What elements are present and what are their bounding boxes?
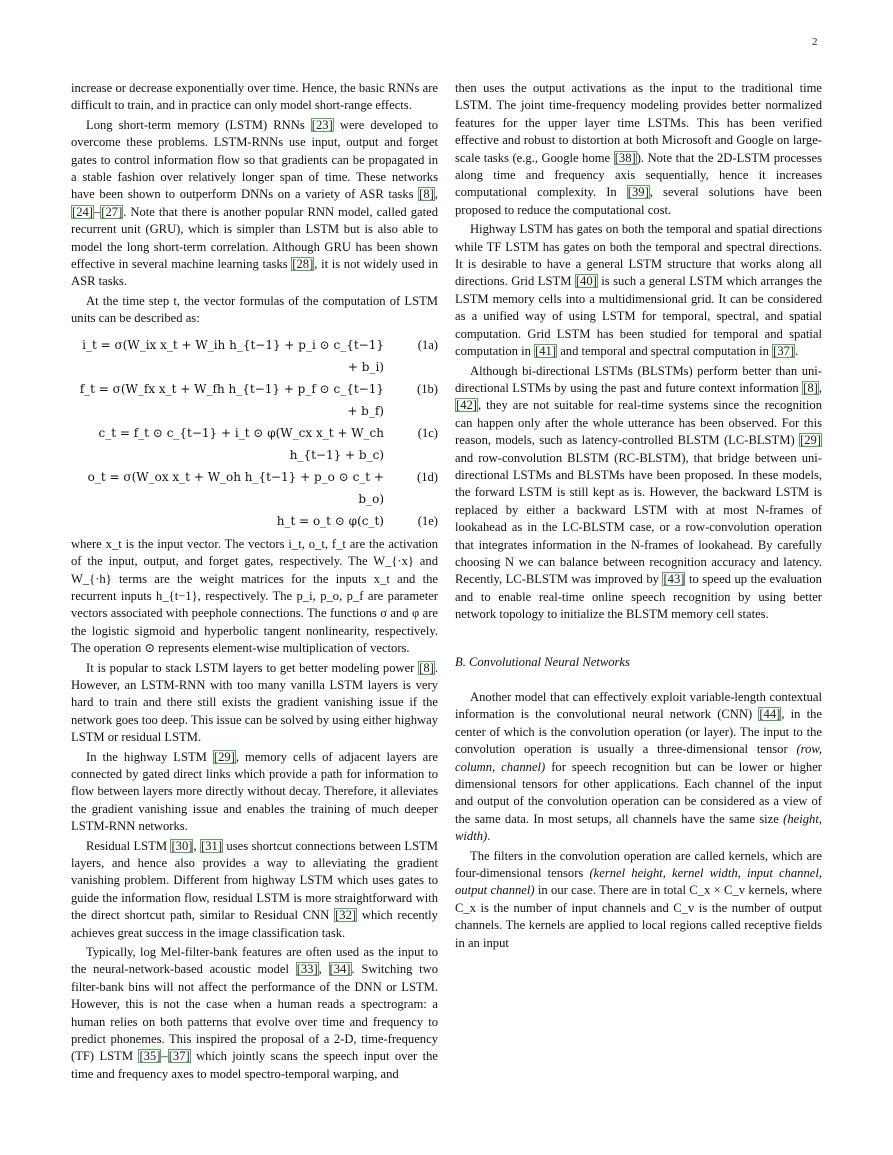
text: Residual LSTM	[86, 838, 171, 853]
paragraph	[455, 221, 822, 360]
paragraph	[455, 363, 822, 624]
citation-link[interactable]: [23]	[311, 117, 333, 132]
text: Although bi-directional LSTMs (BLSTMs) perform better than uni-directional LSTMs by using the past and future context information	[455, 363, 822, 395]
text: . Note that there is another popular RNN model, called gated recurrent unit (GRU), which is simpler than LSTM but is also able to model the long short-term correlation. Although GRU has been shown effective in several machine learning tasks	[71, 204, 438, 272]
equation-expression: c_t = f_t ⊙ c_{t−1} + i_t ⊙ φ(W_cx x_t + W_ch h_{t−1} + b_c)	[98, 425, 384, 462]
text: and row-convolution BLSTM (RC-BLSTM), that bridge between uni-directional LSTMs and BLSTMs have been proposed. In these models, the forward LSTM is still kept as is. However, the backward LSTM is replaced by either a backward LSTM with at most N-frames of lookahead as in the LC-BLSTM case, or a row-convolution operation that integrates information in the N-frames of lookahead. By carefully choosing N we can balance between recognition accuracy and latency. Recently, LC-BLSTM was improved by	[455, 450, 822, 587]
text: Typically, log Mel-filter-bank features are often used as the input to the neural-network-based acoustic model	[71, 945, 438, 977]
text: –	[93, 204, 101, 219]
text: , they are not suitable for real-time systems since the recognition can happen only after the whole utterance has been observed. For this reason, models, such as latency-controlled BLSTM (LC-BLSTM)	[455, 398, 822, 448]
equation	[71, 466, 438, 510]
text: In the highway LSTM	[86, 749, 213, 764]
citation-link[interactable]: [37]	[773, 344, 795, 359]
equation-number: (1e)	[417, 513, 438, 528]
citation-link[interactable]: [8]	[803, 380, 818, 395]
text: At the time step t, the vector formulas of the computation of LSTM units can be described as:	[71, 293, 438, 326]
paragraph	[455, 848, 822, 952]
text: , it is not widely used in ASR tasks.	[71, 257, 438, 289]
paragraph	[71, 293, 438, 328]
paragraph	[71, 117, 438, 291]
text: ,	[318, 962, 329, 977]
equation-block	[71, 334, 438, 532]
text: in our case. There are in total C_x × C_v kernels, where C_x is the number of input channels and C_v is the number of output channels. The kernels are applied to local regions called receptive fields in an input	[455, 883, 822, 950]
equation-expression: h_t = o_t ⊙ φ(c_t)	[276, 513, 384, 528]
equation-number: (1c)	[417, 425, 438, 440]
text: which jointly scans the speech input over the time and frequency axes to model spectro-temporal warping, and	[71, 1049, 438, 1081]
text: which recently achieves great success in the image classification task.	[71, 908, 438, 940]
citation-link[interactable]: [38]	[614, 150, 636, 165]
citation-link[interactable]: [29]	[800, 433, 821, 448]
text: . Switching two filter-bank bins will not affect the performance of the DNN or LSTM. However, this is not the case when a human reads a spectrogram: a human relies on both patterns that evolve over time and frequency to predict phonemes. This inspired the proposal of a 2-D, time-frequency (TF) LSTM	[71, 962, 438, 1064]
citation-link[interactable]: [29]	[213, 749, 235, 764]
text: , in the center of which is the convolution operation (or layer). The input to the convolution operation is usually a three-dimensional tensor	[455, 707, 822, 757]
text: for speech recognition but can be lower or higher dimensional tensors for other applications. Each channel of the input and output of the convolution operation can be considered as a view of the same data. In most setups, all channels have the same size	[455, 759, 822, 826]
equation	[71, 422, 438, 466]
text: –	[161, 1049, 168, 1064]
equation-number: (1b)	[417, 381, 438, 396]
paragraph	[71, 660, 438, 747]
text: is such a general LSTM which arranges the LSTM memory cells into a multidimensional grid. It can be considered as a unified way of using LSTM for temporal, spectral, and spatial computation. Grid LSTM has been studied for temporal and spatial computation in	[455, 274, 822, 359]
italic-text: (row, column, channel)	[455, 742, 822, 774]
paragraph	[455, 80, 822, 219]
citation-link[interactable]: [34]	[329, 962, 351, 977]
paragraph	[71, 536, 438, 658]
text: to speed up the evaluation and to enable real-time online speech recognition by using better network topology to initialize the BLSTM memory cell states.	[455, 572, 822, 622]
equation-number: (1d)	[417, 469, 438, 484]
text: increase or decrease exponentially over time. Hence, the basic RNNs are difficult to train, and in practice can only model short-range effects.	[71, 81, 438, 113]
equation	[71, 378, 438, 422]
text: ,	[193, 838, 201, 853]
text: ). Note that the 2D-LSTM processes along time and frequency axis sequentially, hence it increases computational complexity. In	[455, 150, 822, 200]
text: then uses the output activations as the input to the traditional time LSTM. The joint time-frequency modeling provides better normalized features for the upper layer time LSTMs. This has been verified effective and robust to distortion at both Microsoft and Google on large-scale tasks (e.g., Google home	[455, 81, 822, 165]
text: and temporal and spectral computation in	[557, 344, 773, 359]
text: ,	[818, 380, 822, 395]
citation-link[interactable]: [32]	[335, 908, 357, 923]
text: where x_t is the input vector. The vectors i_t, o_t, f_t are the activation of the input, output, and forget gates, respectively. The W_{·x} and W_{·h} terms are the weight matrices for the inputs x_t and the recurrent inputs h_{t−1}, respectively. The p_i, p_o, p_f are parameter vectors associated with peephole connections. The functions σ and φ are the logistic sigmoid and hyperbolic tangent nonlinearity, respectively. The operation ⊙ represents element-wise multiplication of vectors.	[71, 536, 438, 656]
text: . However, an LSTM-RNN with too many vanilla LSTM layers is very hard to train and there still exists the gradient vanishing issue if the network goes too deep. This issue can be solved by using either highway LSTM or residual LSTM.	[71, 660, 438, 745]
text: Another model that can effectively exploit variable-length contextual information is the convolutional neural network (CNN)	[455, 690, 822, 722]
citation-link[interactable]: [33]	[296, 962, 318, 977]
equation-number: (1a)	[417, 337, 438, 352]
equation	[71, 510, 438, 532]
italic-text: (kernel height, kernel width, input channel, output channel)	[455, 866, 822, 898]
citation-link[interactable]: [8]	[419, 660, 434, 675]
text: Long short-term memory (LSTM) RNNs	[86, 117, 311, 132]
paragraph	[71, 944, 438, 1083]
text: were developed to overcome these problems. LSTM-RNNs use input, output and forget gates to control information flow so that gradients can be propagated in a stable fashion over relatively longer span of time. These networks have been shown to outperform DNNs on a variety of ASR tasks	[71, 117, 438, 202]
citation-link[interactable]: [27]	[101, 204, 123, 219]
citation-link[interactable]: [44]	[759, 707, 781, 722]
citation-link[interactable]: [30]	[171, 838, 193, 853]
equation	[71, 334, 438, 378]
citation-link[interactable]: [28]	[292, 257, 314, 272]
text: ,	[434, 187, 438, 202]
italic-text: (height, width)	[455, 811, 822, 844]
text: .	[795, 344, 799, 359]
citation-link[interactable]: [24]	[72, 204, 93, 219]
citation-link[interactable]: [39]	[627, 185, 649, 200]
left-column	[71, 80, 438, 1083]
section-heading: B. Convolutional Neural Networks	[455, 654, 630, 669]
citation-link[interactable]: [31]	[201, 838, 223, 853]
citation-link[interactable]: [40]	[575, 274, 597, 289]
text: .	[487, 829, 491, 844]
text: , several solutions have been proposed to reduce the computational cost.	[455, 185, 822, 217]
text: uses shortcut connections between LSTM layers, and hence also provides a way to alleviating the gradient vanishing problem. Different from highway LSTM which uses gates to guide the information flow, residual LSTM is more straightforward with the direct shortcut path, similar to Residual CNN	[71, 838, 439, 923]
citation-link[interactable]: [8]	[419, 187, 434, 202]
page-number: 2	[812, 36, 818, 48]
text: It is popular to stack LSTM layers to get better modeling power	[86, 660, 419, 675]
paragraph	[455, 689, 822, 846]
equation-expression: f_t = σ(W_fx x_t + W_fh h_{t−1} + p_f ⊙ c_{t−1} + b_f)	[79, 381, 384, 418]
citation-link[interactable]: [41]	[535, 344, 557, 359]
equation-expression: i_t = σ(W_ix x_t + W_ih h_{t−1} + p_i ⊙ c_{t−1} + b_i)	[82, 337, 384, 374]
text: The filters in the convolution operation are called kernels, which are four-dimensional tensors	[455, 848, 822, 881]
citation-link[interactable]: [37]	[168, 1049, 190, 1064]
text: Highway LSTM has gates on both the temporal and spatial directions while TF LSTM has gates on both the temporal and spectral directions. It is desirable to have a general LSTM structure that works along all directions. Grid LSTM	[455, 222, 822, 289]
paragraph	[71, 838, 438, 942]
right-column	[455, 80, 822, 952]
citation-link[interactable]: [35]	[139, 1049, 161, 1064]
text: , memory cells of adjacent layers are connected by gated direct links which provide a path for information to flow between layers more directly without decay. Therefore, it alleviates the gradient vanishing issue and enables the training of much deeper LSTM-RNN networks.	[71, 749, 438, 834]
paragraph	[71, 80, 438, 115]
citation-link[interactable]: [42]	[456, 398, 477, 413]
paragraph	[71, 749, 438, 836]
equation-expression: o_t = σ(W_ox x_t + W_oh h_{t−1} + p_o ⊙ c_t + b_o)	[87, 469, 384, 506]
citation-link[interactable]: [43]	[663, 572, 685, 587]
